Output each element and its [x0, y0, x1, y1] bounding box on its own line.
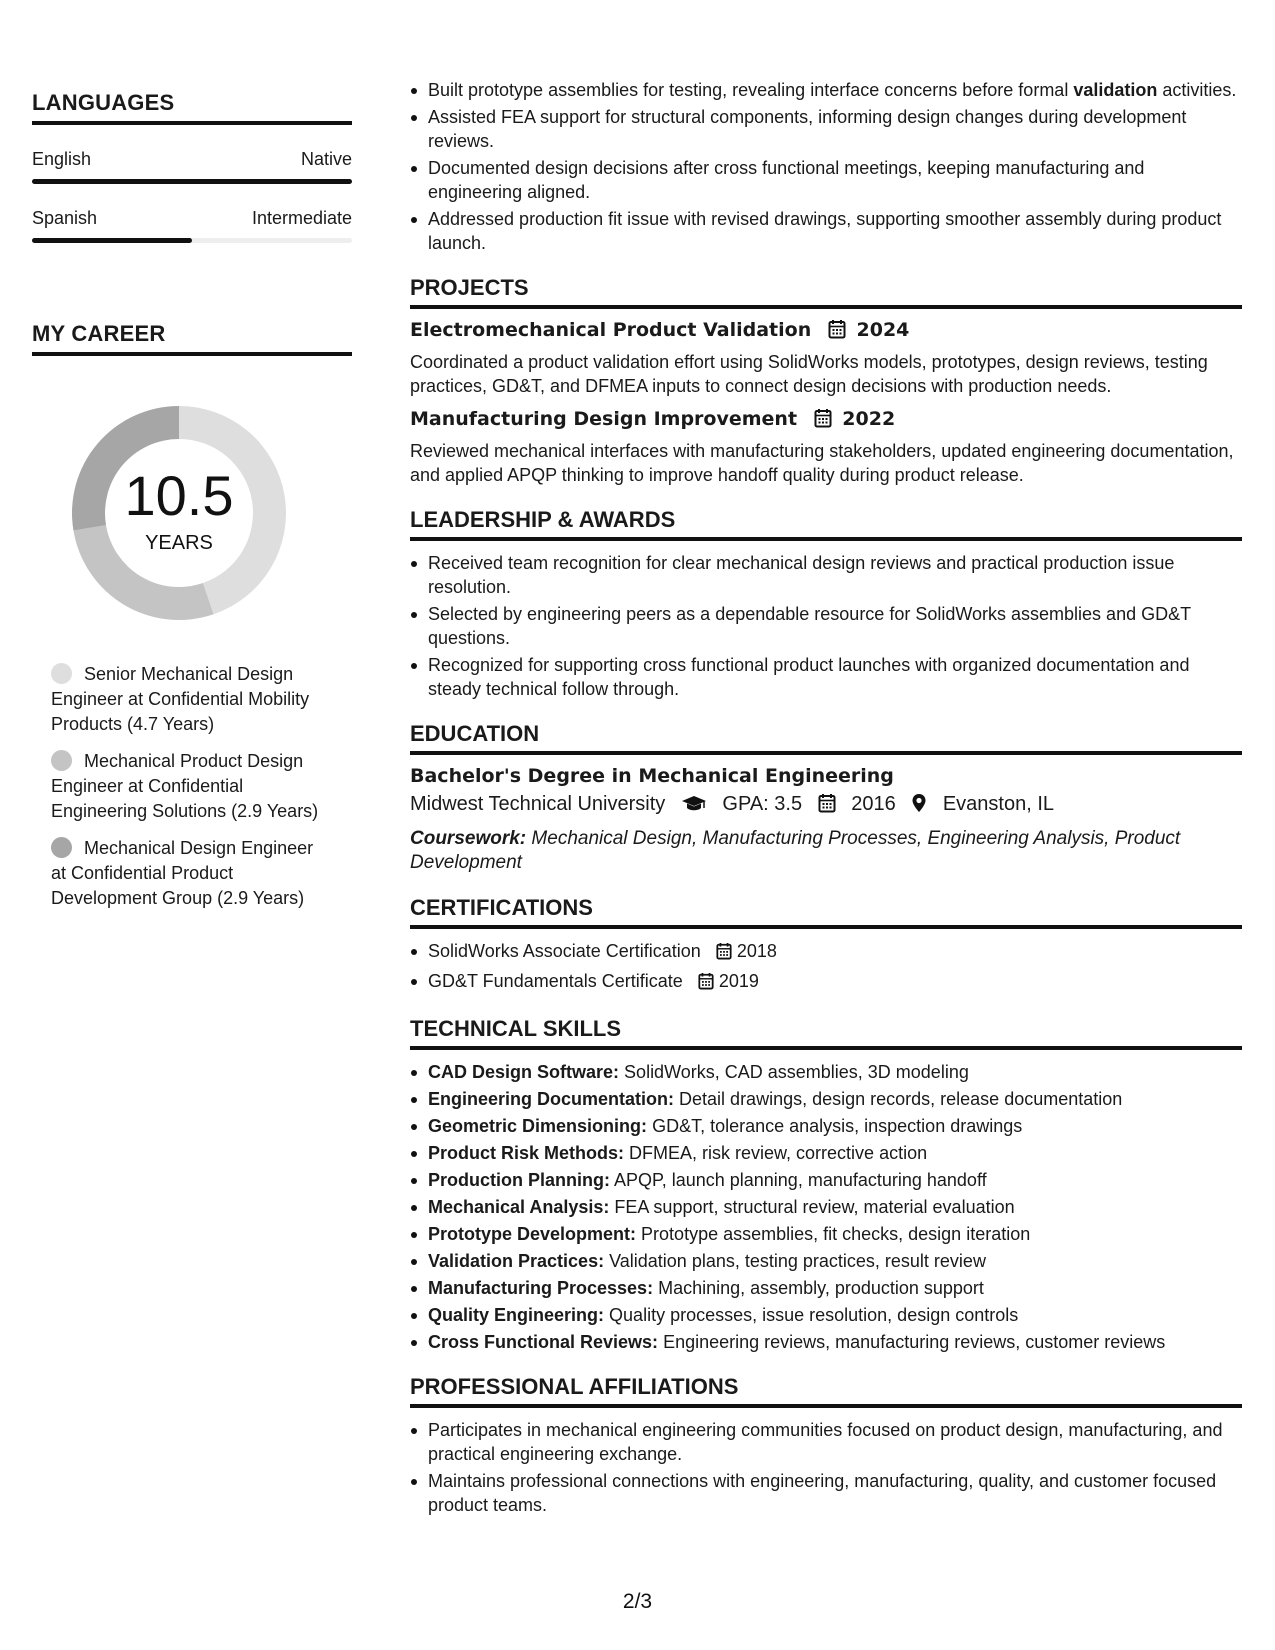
education-coursework: [410, 827, 1242, 875]
certification-year: 2018: [736, 941, 777, 961]
skill-values: APQP, launch planning, manufacturing handoff: [614, 1170, 987, 1190]
language-proficiency-fill: [32, 238, 192, 243]
career-legend-item: [51, 662, 332, 737]
bullet-text: activities.: [1157, 80, 1237, 100]
certification-year: 2019: [718, 971, 759, 991]
experience-bullet: Documented design decisions after cross functional meetings, keeping manufacturing and engineering aligned.: [410, 156, 1242, 204]
map-pin-icon: [911, 793, 927, 819]
skill-item: [410, 1087, 1242, 1111]
skill-category: Manufacturing Processes:: [428, 1278, 654, 1298]
project-year: 2024: [856, 319, 910, 341]
education-school: Midwest Technical University: [410, 793, 666, 815]
projects-heading: PROJECTS: [410, 275, 1242, 309]
education-degree: Bachelor's Degree in Mechanical Engineering: [410, 765, 894, 787]
skill-item: [410, 1060, 1242, 1084]
legend-dot: [51, 663, 72, 684]
language-name: Spanish: [32, 208, 98, 228]
project-item: [410, 319, 1242, 398]
project-name: Electromechanical Product Validation: [410, 319, 812, 341]
graduation-cap-icon: [681, 795, 707, 819]
language-item: [32, 208, 352, 243]
language-level: Intermediate: [251, 208, 352, 228]
experience-bullet: Assisted FEA support for structural components, informing design changes during development reviews.: [410, 105, 1242, 153]
coursework-list: Mechanical Design, Manufacturing Processes, Engineering Analysis, Product Development: [410, 828, 1181, 873]
education-year: 2016: [851, 793, 896, 815]
bullet-text: Built prototype assemblies for testing, revealing interface concerns before formal: [428, 80, 1074, 100]
skill-item: [410, 1249, 1242, 1273]
project-description: Coordinated a product validation effort using SolidWorks models, prototypes, design reviews, testing practices, GD&T, and DFMEA inputs to connect design decisions with production needs.: [410, 352, 1208, 396]
skill-item: [410, 1114, 1242, 1138]
skill-category: Quality Engineering:: [428, 1305, 605, 1325]
leadership-item: Recognized for supporting cross functional product launches with organized documentation and steady technical follow through.: [410, 653, 1242, 701]
certifications-list: [410, 939, 1242, 996]
skill-values: Engineering reviews, manufacturing reviews, customer reviews: [663, 1332, 1166, 1352]
career-heading: MY CAREER: [32, 321, 352, 356]
leadership-heading: LEADERSHIP & AWARDS: [410, 507, 1242, 541]
skill-category: Engineering Documentation:: [428, 1089, 675, 1109]
skill-values: Prototype assemblies, fit checks, design iteration: [641, 1224, 1031, 1244]
leadership-item: Received team recognition for clear mechanical design reviews and practical production issue resolution.: [410, 551, 1242, 599]
affiliations-list: [410, 1418, 1242, 1517]
skill-values: Detail drawings, design records, release documentation: [679, 1089, 1123, 1109]
certification-item: [410, 939, 1242, 966]
affiliation-item: Participates in mechanical engineering communities focused on product design, manufacturing, and practical engineering exchange.: [410, 1418, 1242, 1466]
leadership-list: [410, 551, 1242, 701]
skill-category: Cross Functional Reviews:: [428, 1332, 659, 1352]
language-item: [32, 149, 352, 184]
skill-category: Geometric Dimensioning:: [428, 1116, 648, 1136]
skill-category: Prototype Development:: [428, 1224, 637, 1244]
project-description: Reviewed mechanical interfaces with manufacturing stakeholders, updated engineering documentation, and applied APQP thinking to improve handoff quality during product release.: [410, 441, 1234, 485]
legend-dot: [51, 837, 72, 858]
skill-values: FEA support, structural review, material evaluation: [614, 1197, 1015, 1217]
language-level: Native: [300, 149, 352, 169]
skill-item: [410, 1141, 1242, 1165]
skill-item: [410, 1303, 1242, 1327]
experience-bullet: Addressed production fit issue with revised drawings, supporting smoother assembly during product launch.: [410, 207, 1242, 255]
career-legend-item: [51, 749, 332, 824]
skills-heading: TECHNICAL SKILLS: [410, 1016, 1242, 1050]
project-year: 2022: [842, 408, 896, 430]
skill-item: [410, 1195, 1242, 1219]
main-content: [410, 78, 1242, 1520]
calendar-icon: [828, 319, 846, 344]
education-heading: EDUCATION: [410, 721, 1242, 755]
skill-item: [410, 1168, 1242, 1192]
skill-item: [410, 1276, 1242, 1300]
skill-values: Quality processes, issue resolution, design controls: [609, 1305, 1019, 1325]
legend-dot: [51, 750, 72, 771]
certification-item: [410, 969, 1242, 996]
education-meta: [410, 793, 1242, 819]
certifications-heading: CERTIFICATIONS: [410, 895, 1242, 929]
skill-category: Product Risk Methods:: [428, 1143, 625, 1163]
language-proficiency-bar: [32, 179, 352, 184]
certification-name: SolidWorks Associate Certification: [428, 941, 701, 961]
education-gpa: GPA: 3.5: [722, 793, 803, 815]
calendar-icon: [716, 942, 732, 966]
coursework-label: Coursework:: [410, 828, 527, 849]
career-donut-chart: [64, 398, 294, 628]
affiliations-heading: PROFESSIONAL AFFILIATIONS: [410, 1374, 1242, 1408]
experience-bullets: [410, 78, 1242, 255]
skill-values: DFMEA, risk review, corrective action: [629, 1143, 928, 1163]
skills-list: [410, 1060, 1242, 1354]
skill-category: Mechanical Analysis:: [428, 1197, 610, 1217]
education-location: Evanston, IL: [942, 793, 1055, 815]
skill-category: Validation Practices:: [428, 1251, 605, 1271]
career-legend-label: Mechanical Design Engineer at Confidential Product Development Group (2.9 Years): [51, 838, 314, 908]
career-legend-label: Senior Mechanical Design Engineer at Confidential Mobility Products (4.7 Years): [51, 664, 310, 734]
skill-item: [410, 1330, 1242, 1354]
project-item: [410, 408, 1242, 487]
calendar-icon: [814, 408, 832, 433]
career-legend-label: Mechanical Product Design Engineer at Confidential Engineering Solutions (2.9 Years): [51, 751, 319, 821]
project-name: Manufacturing Design Improvement: [410, 408, 798, 430]
career-total-unit: YEARS: [145, 532, 213, 554]
leadership-item: Selected by engineering peers as a dependable resource for SolidWorks assemblies and GD&T questions.: [410, 602, 1242, 650]
sidebar: [32, 90, 352, 923]
skill-values: Validation plans, testing practices, result review: [609, 1251, 986, 1271]
language-name: English: [32, 149, 92, 169]
skill-item: [410, 1222, 1242, 1246]
languages-heading: LANGUAGES: [32, 90, 352, 125]
calendar-icon: [818, 793, 836, 819]
skill-values: GD&T, tolerance analysis, inspection drawings: [652, 1116, 1023, 1136]
bullet-emphasis: validation: [1073, 80, 1158, 100]
career-legend: [32, 662, 332, 911]
skill-category: Production Planning:: [428, 1170, 610, 1190]
language-proficiency-bar: [32, 238, 352, 243]
experience-bullet: [410, 78, 1242, 102]
career-legend-item: [51, 836, 332, 911]
affiliation-item: Maintains professional connections with engineering, manufacturing, quality, and customer focused product teams.: [410, 1469, 1242, 1517]
calendar-icon: [698, 972, 714, 996]
skill-category: CAD Design Software:: [428, 1062, 620, 1082]
career-total-years: 10.5: [124, 464, 234, 527]
language-proficiency-fill: [32, 179, 352, 184]
skill-values: Machining, assembly, production support: [658, 1278, 984, 1298]
skill-values: SolidWorks, CAD assemblies, 3D modeling: [624, 1062, 969, 1082]
certification-name: GD&T Fundamentals Certificate: [428, 971, 683, 991]
page-number: 2/3: [622, 1590, 653, 1613]
